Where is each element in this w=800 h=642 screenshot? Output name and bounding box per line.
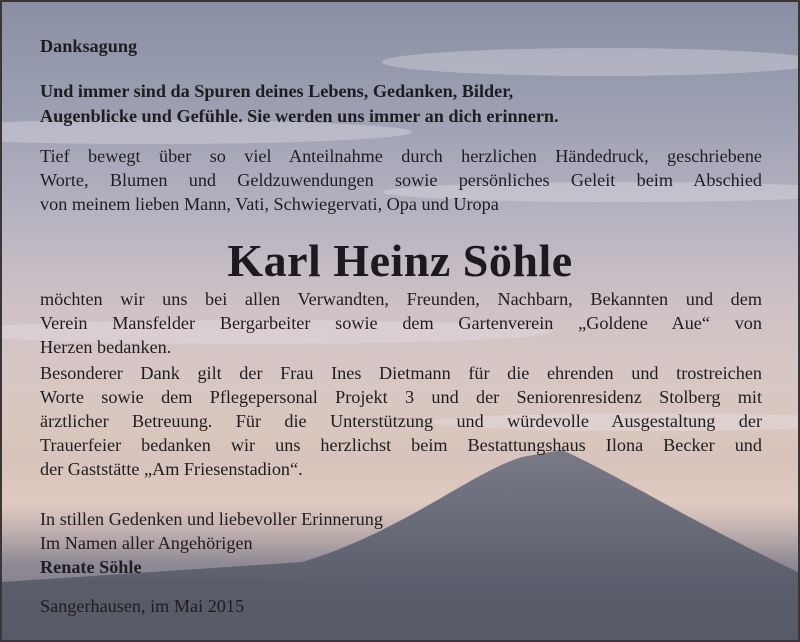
heading: Danksagung	[40, 36, 138, 56]
intro-line-3: von meinem lieben Mann, Vati, Schwiegervati, Opa und Uropa	[40, 194, 499, 214]
special-thanks-line-3: ärztlicher Betreuung. Für die Unterstützung und würdevolle Ausgestaltung der	[40, 411, 762, 431]
motto-line-2: Augenblicke und Gefühle. Sie werden uns immer an dich erinnern.	[40, 106, 559, 126]
closing-line-1: In stillen Gedenken und liebevoller Erinnerung	[40, 509, 383, 529]
thanks-line-3: Herzen bedanken.	[40, 337, 172, 357]
deceased-name: Karl Heinz Söhle	[227, 235, 573, 286]
special-thanks-line-4: Trauerfeier bedanken wir uns herzlichst beim Bestattungshaus Ilona Becker und	[40, 435, 762, 455]
special-thanks-line-5: der Gaststätte „Am Friesenstadion“.	[40, 459, 303, 479]
special-thanks-line-1: Besonderer Dank gilt der Frau Ines Dietmann für die ehrenden und trostreichen	[40, 363, 762, 383]
closing-line-2: Im Namen aller Angehörigen	[40, 533, 253, 553]
thanks-line-1: möchten wir uns bei allen Verwandten, Freunden, Nachbarn, Bekannten und dem	[40, 289, 762, 309]
intro-line-1: Tief bewegt über so viel Anteilnahme durch herzlichen Händedruck, geschriebene	[40, 146, 762, 166]
special-thanks-line-2: Worte sowie dem Pflegepersonal Projekt 3 und der Seniorenresidenz Stolberg mit	[40, 387, 762, 407]
signer-name: Renate Söhle	[40, 557, 142, 577]
place-date: Sangerhausen, im Mai 2015	[40, 596, 245, 616]
obituary-text	[2, 2, 798, 640]
motto-line-1: Und immer sind da Spuren deines Lebens, Gedanken, Bilder,	[40, 81, 514, 101]
thanks-line-2: Verein Mansfelder Bergarbeiter sowie dem Gartenverein „Goldene Aue“ von	[40, 313, 762, 333]
intro-line-2: Worte, Blumen und Geldzuwendungen sowie persönliches Geleit beim Abschied	[40, 170, 762, 190]
